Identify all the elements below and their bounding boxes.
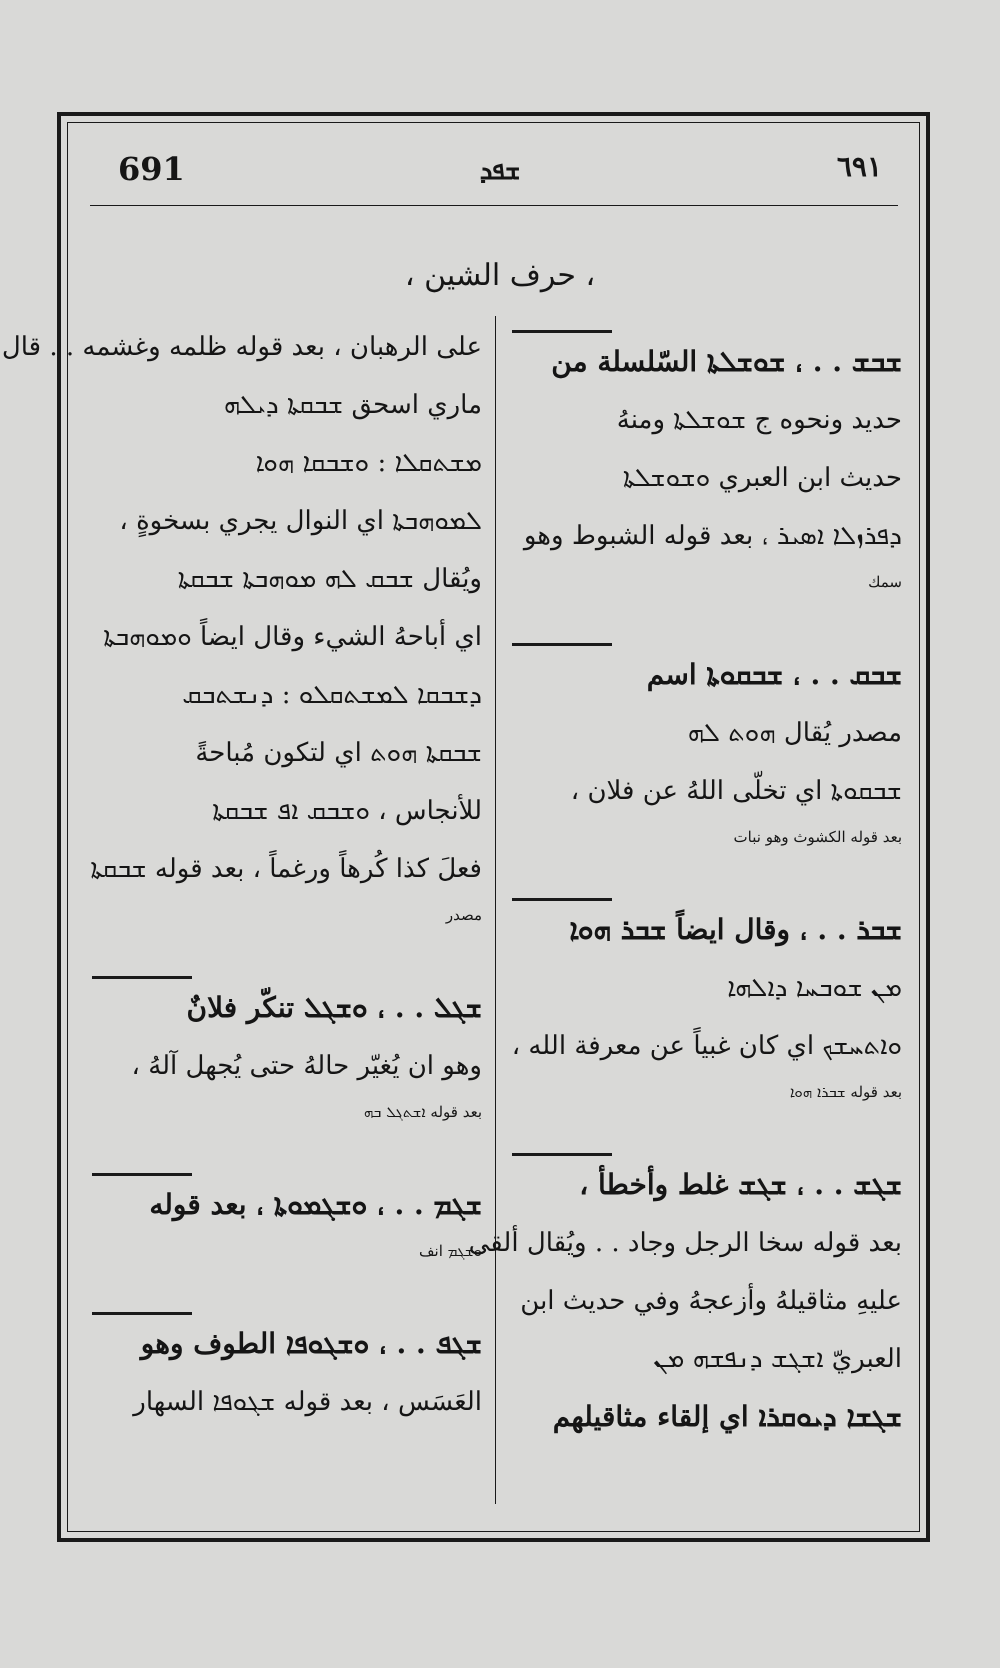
entry-line: ܫܓܫ . . ، ܫܓܫ غلط وأخطأ ، [579, 1168, 902, 1201]
dictionary-entry [1, 318, 482, 932]
entry-line: فعلَ كذا كُرهاً ورغماً ، بعد قوله ܫܒܩܬܐ [90, 854, 482, 884]
entry-line: بعد قوله ܫܒܪܐ ܗܘܐ [789, 1083, 902, 1101]
entry-line: ܫܓܠ . . ، ܘܫܓܠ تنكّر فلانٌ [186, 991, 482, 1024]
page-number-latin: 691 [118, 150, 185, 188]
entry-line: العَسَس ، بعد قوله ܫܓܘܦܐ السهار [133, 1387, 482, 1417]
entry-line: سمك [868, 573, 902, 591]
dictionary-entry [468, 1119, 902, 1446]
column-divider [495, 316, 496, 1504]
entry-line: ܕܦܪܙܠܐ ܐܣܝܪ ، بعد قوله الشبوط وهو [523, 521, 902, 551]
right-column [468, 330, 902, 1456]
page-number-arabic: ٦٩١ [836, 150, 882, 183]
entry-line: ويُقال ܫܒܩ ܠܗ ܡܘܗܒܬܐ ܫܒܩܬܐ [177, 564, 482, 594]
entry-line: ܠܡܘܗܒܬܐ اي النوال يجري بسخوةٍ ، [119, 506, 482, 536]
entry-line: ܫܒܫ . . ، ܫܘܫܠܬܐ السّلسلة من [551, 345, 902, 378]
entry-line: وهو ان يُغيّر حالهُ حتى يُجهل آلهُ ، [131, 1051, 482, 1081]
entry-line: ܫܒܩ . . ، ܫܒܩܘܬܐ اسم [646, 658, 902, 691]
entry-gap [92, 1278, 482, 1312]
dictionary-entry [512, 864, 902, 1109]
entry-line: ܡܫܬܩܠܐ : ܘܫܒܩܐ ܗܘܐ [255, 448, 482, 478]
entry-line: بعد قوله ܐܫܬܓܠ ܒܗ [363, 1103, 482, 1121]
entry-line: ܫܓܫܐ ܕܝܘܩܪܐ اي إلقاء مثاقيلهم [552, 1400, 902, 1433]
entry-line: بعد قوله سخا الرجل وجاد . . ويُقال ألقى [468, 1228, 902, 1258]
dictionary-entry [92, 942, 482, 1129]
entry-line: حديث ابن العبري ܘܫܘܫܠܬܐ [622, 463, 902, 493]
entry-gap [92, 1139, 482, 1173]
entry-line: ܡܢ ܫܘܒܚܐ ܕܐܠܗܐ [727, 973, 902, 1003]
entry-gap [512, 1119, 902, 1153]
dictionary-entry [512, 609, 902, 854]
entry-line: ܘܫܓܡ انف [419, 1242, 482, 1260]
entry-line: العبريّ ܐܫܓܫ ܕܢܦܫܗ ܡܢ [653, 1344, 902, 1374]
entry-line: ܘܐܬܚܫܟ اي كان غبياً عن معرفة الله ، [511, 1031, 902, 1061]
entry-line: عليهِ مثاقيلهُ وأزعجهُ وفي حديث ابن [520, 1286, 902, 1316]
entry-gap [512, 609, 902, 643]
entry-line: ܫܒܩܬܐ ܗܘܬ اي لتكون مُباحةً [195, 738, 482, 768]
entry-line: ماري اسحق ܫܒܩܬܐ ܕܝܠܗ [223, 390, 482, 420]
entry-line: على الرهبان ، بعد قوله ظلمه وغشمه . . قال [1, 332, 482, 362]
entry-line: ܫܒܪ . . ، وقال ايضاً ܫܒܪ ܗܘܐ [569, 913, 902, 946]
entry-line: مصدر يُقال ܗܘܬ ܠܗ [687, 718, 902, 748]
dictionary-entry [92, 1139, 482, 1268]
dictionary-entry [512, 330, 902, 599]
entry-line: ܫܓܡ . . ، ܘܫܓܡܘܬܐ ، بعد قوله [149, 1188, 482, 1221]
entry-line: ܕܫܒܩܐ ܠܡܫܬܩܠܘ : ܕܢܫܬܒܩ [182, 680, 482, 710]
section-title: ، حرف الشين ، [404, 258, 596, 293]
entry-line: بعد قوله الكشوث وهو نبات [733, 828, 902, 846]
running-title: ܫܦܕ [479, 156, 521, 186]
entry-line: اي أباحهُ الشيء وقال ايضاً ܘܡܘܗܒܬܐ [103, 622, 482, 652]
entry-gap [512, 864, 902, 898]
entry-line: حديد ونحوه ج ܫܘܫܠܬܐ ومنهُ [616, 405, 902, 435]
entry-line: ܫܒܩܘܬܐ اي تخلّى اللهُ عن فلان ، [570, 776, 902, 806]
header-rule [90, 205, 898, 206]
entry-line: مصدر [445, 906, 482, 924]
left-column [1, 318, 482, 1441]
entry-line: ܫܓܦ . . ، ܘܫܓܘܦܐ الطوف وهو [140, 1327, 482, 1360]
dictionary-entry [92, 1278, 482, 1431]
entry-gap [92, 942, 482, 976]
entry-line: للأنجاس ، ܘܫܒܩ ܐܦ ܫܒܩܬܐ [212, 796, 482, 826]
